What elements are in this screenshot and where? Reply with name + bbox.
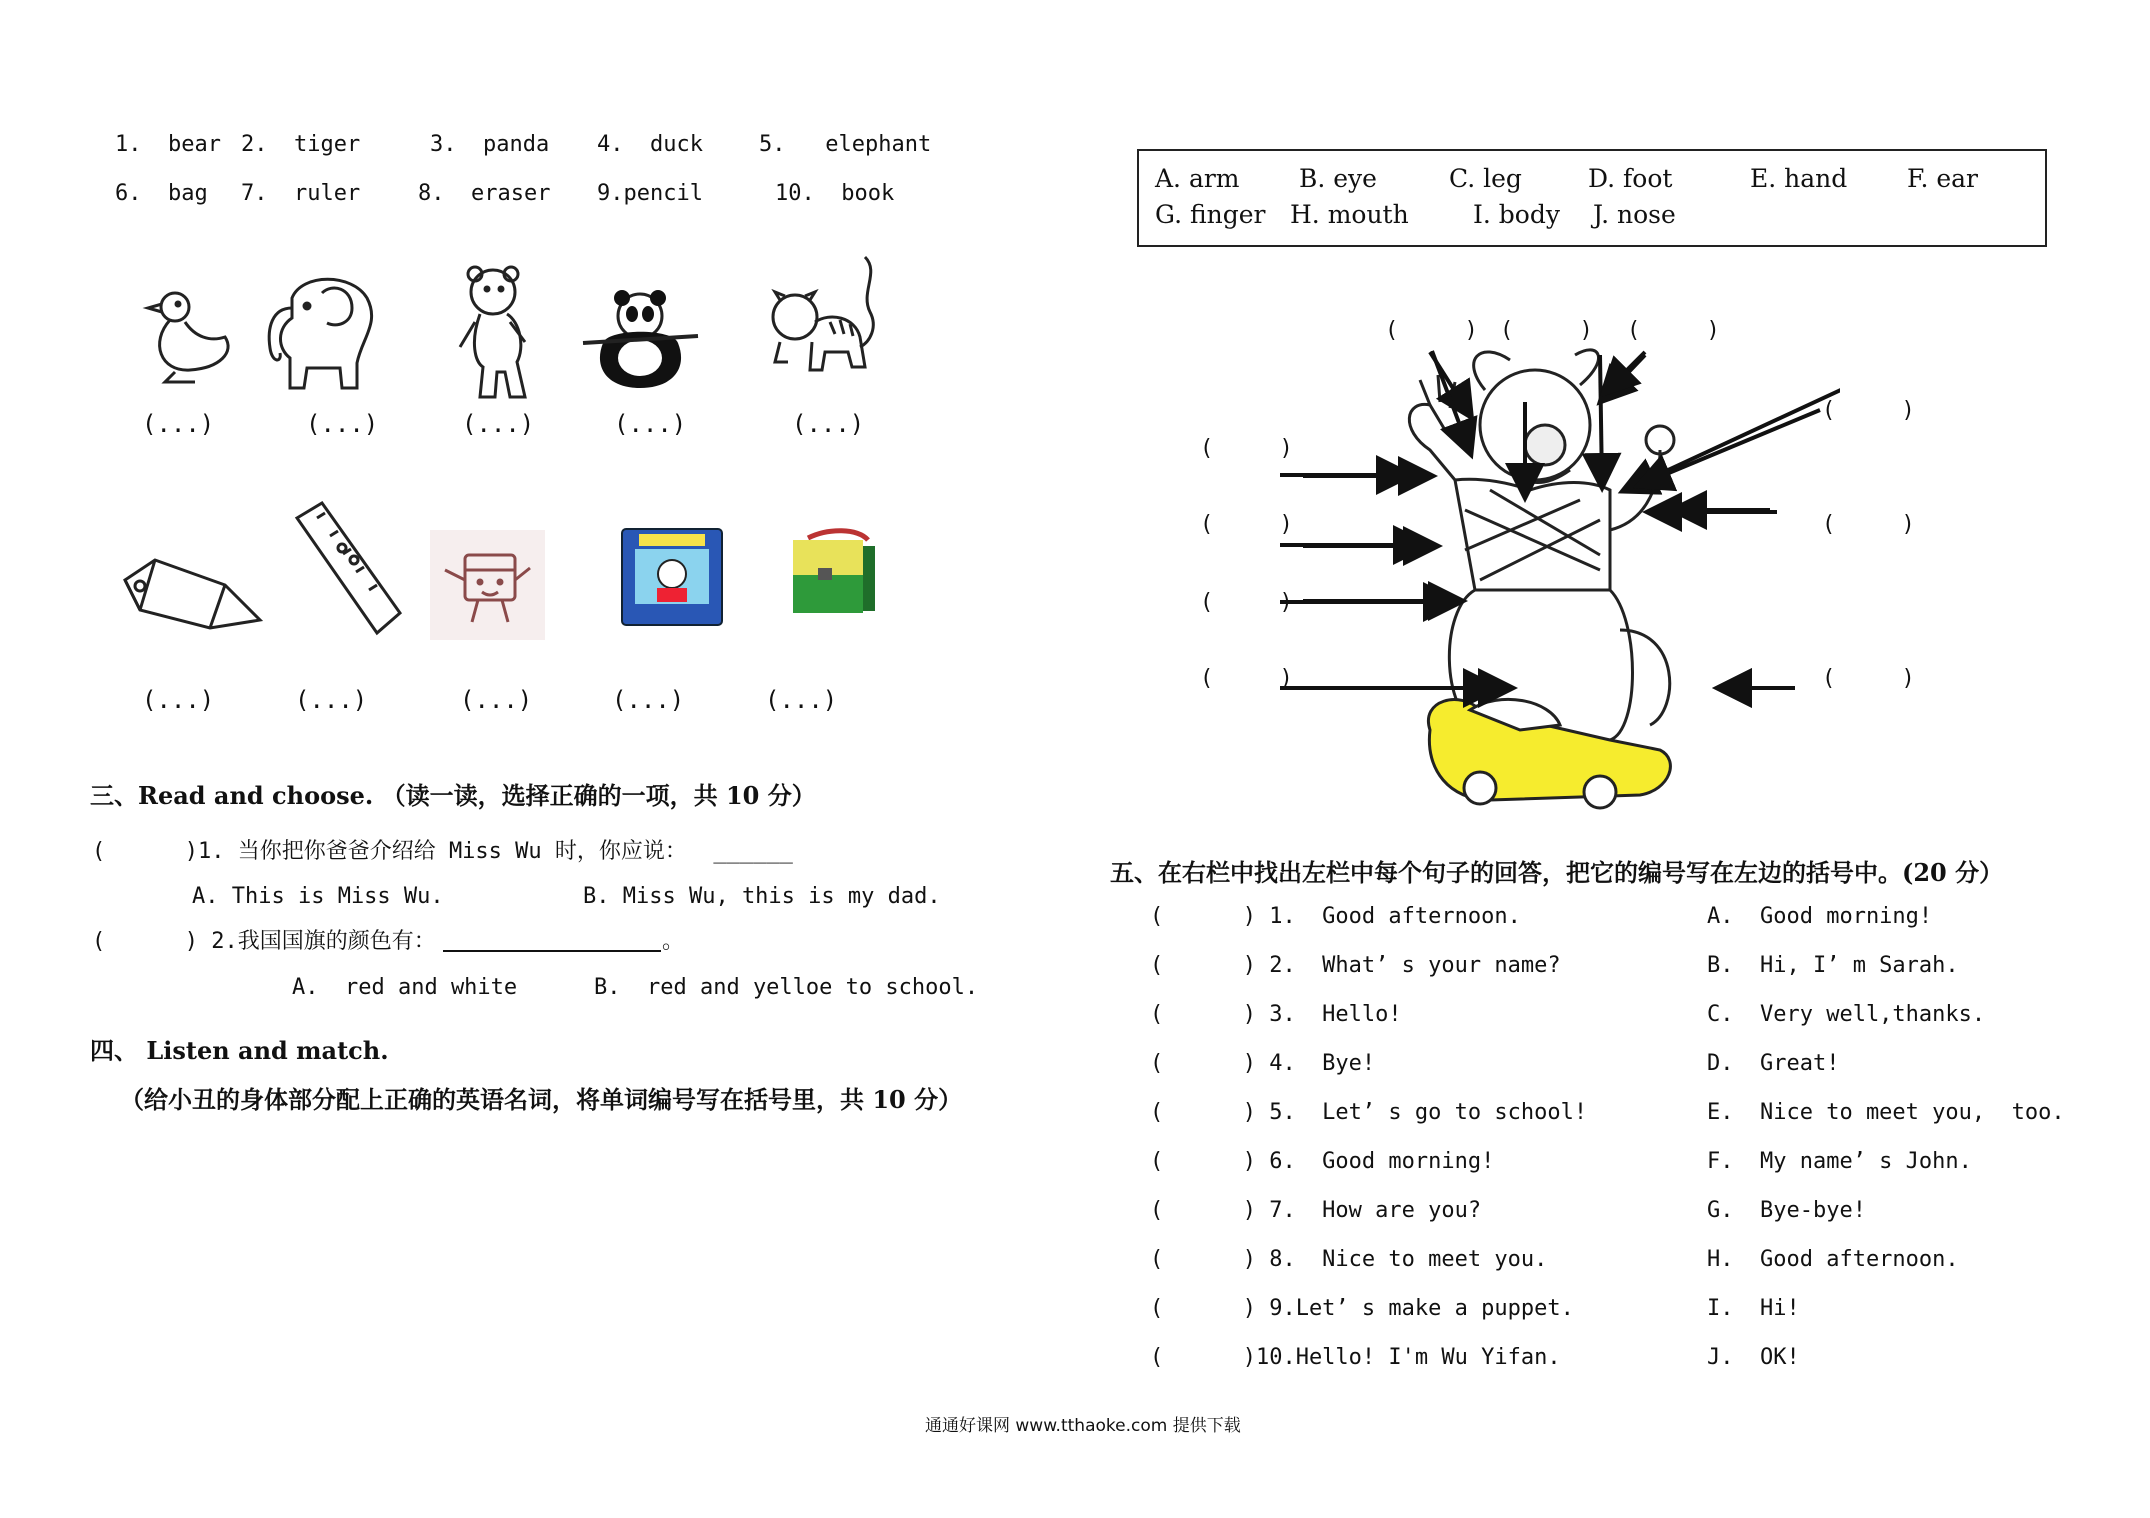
- clown-answer-blank[interactable]: ( ): [1500, 318, 1593, 343]
- question-2: ( ) 2.我国国旗的颜色有：: [92, 929, 436, 954]
- answer-blank[interactable]: (...): [306, 410, 379, 438]
- matching-question[interactable]: ( ) 8. Nice to meet you.: [1150, 1247, 1548, 1272]
- clown-answer-blank[interactable]: ( ): [1200, 436, 1293, 461]
- matching-answer: E. Nice to meet you, too.: [1707, 1100, 2065, 1125]
- clown-answer-blank[interactable]: ( ): [1385, 318, 1478, 343]
- section4-subtitle: （给小丑的身体部分配上正确的英语名词，将单词编号写在括号里，共 10 分）: [120, 1085, 963, 1114]
- section4-title: 四、 Listen and match.: [90, 1036, 389, 1065]
- word-option: A. arm: [1155, 164, 1240, 193]
- q2-option-b[interactable]: B. red and yelloe to school.: [594, 975, 979, 1000]
- clown-answer-blank[interactable]: ( ): [1822, 398, 1915, 423]
- matching-question[interactable]: ( ) 4. Bye!: [1150, 1051, 1376, 1076]
- clown-answer-blank[interactable]: ( ): [1200, 590, 1293, 615]
- matching-answer: C. Very well,thanks.: [1707, 1002, 1986, 1027]
- vocab-item: 5. elephant: [759, 132, 932, 157]
- q2-period: 。: [662, 929, 685, 954]
- answer-blank[interactable]: (...): [142, 686, 215, 714]
- matching-question[interactable]: ( ) 1. Good afternoon.: [1150, 904, 1521, 929]
- vocab-item: 2. tiger: [241, 132, 361, 157]
- answer-blank[interactable]: (...): [765, 686, 838, 714]
- word-option: B. eye: [1299, 164, 1377, 193]
- matching-question[interactable]: ( )10.Hello! I'm Wu Yifan.: [1150, 1345, 1561, 1370]
- vocab-item: 4. duck: [597, 132, 703, 157]
- matching-question[interactable]: ( ) 5. Let’ s go to school!: [1150, 1100, 1588, 1125]
- section3-title: 三、Read and choose. （读一读，选择正确的一项，共 10 分）: [90, 781, 816, 810]
- question-1: ( )1. 当你把你爸爸介绍给 Miss Wu 时，你应说： ______: [92, 839, 793, 864]
- word-option: H. mouth: [1290, 200, 1409, 229]
- matching-question[interactable]: ( ) 2. What’ s your name?: [1150, 953, 1561, 978]
- q1-option-a[interactable]: A. This is Miss Wu.: [192, 884, 444, 909]
- vocab-item: 6. bag: [115, 181, 208, 206]
- word-option: G. finger: [1155, 200, 1266, 229]
- vocab-item: 1. bear: [115, 132, 221, 157]
- matching-question[interactable]: ( ) 3. Hello!: [1150, 1002, 1402, 1027]
- answer-blank[interactable]: (...): [460, 686, 533, 714]
- clown-answer-blank[interactable]: ( ): [1200, 666, 1293, 691]
- matching-answer: B. Hi, I’ m Sarah.: [1707, 953, 1959, 978]
- matching-answer: I. Hi!: [1707, 1296, 1800, 1321]
- word-option: D. foot: [1588, 164, 1673, 193]
- clown-answer-blank[interactable]: ( ): [1822, 666, 1915, 691]
- answer-blank[interactable]: (...): [295, 686, 368, 714]
- answer-blank[interactable]: (...): [142, 410, 215, 438]
- vocab-item: 10. book: [775, 181, 895, 206]
- matching-answer: F. My name’ s John.: [1707, 1149, 1972, 1174]
- word-option: I. body: [1473, 200, 1560, 229]
- vocab-item: 8. eraser: [418, 181, 551, 206]
- q2-option-a[interactable]: A. red and white: [292, 975, 518, 1000]
- answer-blank[interactable]: (...): [612, 686, 685, 714]
- matching-question[interactable]: ( ) 7. How are you?: [1150, 1198, 1482, 1223]
- matching-answer: H. Good afternoon.: [1707, 1247, 1959, 1272]
- answer-blank[interactable]: (...): [614, 410, 687, 438]
- word-option: E. hand: [1750, 164, 1848, 193]
- vocab-item: 7. ruler: [241, 181, 361, 206]
- word-option: F. ear: [1907, 164, 1978, 193]
- matching-answer: G. Bye-bye!: [1707, 1198, 1866, 1223]
- vocab-item: 9.pencil: [597, 181, 703, 206]
- clown-answer-blank[interactable]: ( ): [1627, 318, 1720, 343]
- matching-answer: D. Great!: [1707, 1051, 1840, 1076]
- word-option: C. leg: [1449, 164, 1522, 193]
- page-footer: 通通好课网 www.tthaoke.com 提供下载: [925, 1416, 1241, 1436]
- matching-question[interactable]: ( ) 6. Good morning!: [1150, 1149, 1495, 1174]
- word-option: J. nose: [1593, 200, 1676, 229]
- matching-answer: A. Good morning!: [1707, 904, 1933, 929]
- answer-blank[interactable]: (...): [792, 410, 865, 438]
- clown-answer-blank[interactable]: ( ): [1822, 512, 1915, 537]
- vocab-item: 3. panda: [430, 132, 550, 157]
- matching-question[interactable]: ( ) 9.Let’ s make a puppet.: [1150, 1296, 1574, 1321]
- section5-title: 五、在右栏中找出左栏中每个句子的回答，把它的编号写在左边的括号中。(20 分）: [1110, 858, 2004, 887]
- matching-answer: J. OK!: [1707, 1345, 1800, 1370]
- answer-blank[interactable]: (...): [462, 410, 535, 438]
- clown-answer-blank[interactable]: ( ): [1200, 512, 1293, 537]
- q1-option-b[interactable]: B. Miss Wu, this is my dad.: [583, 884, 941, 909]
